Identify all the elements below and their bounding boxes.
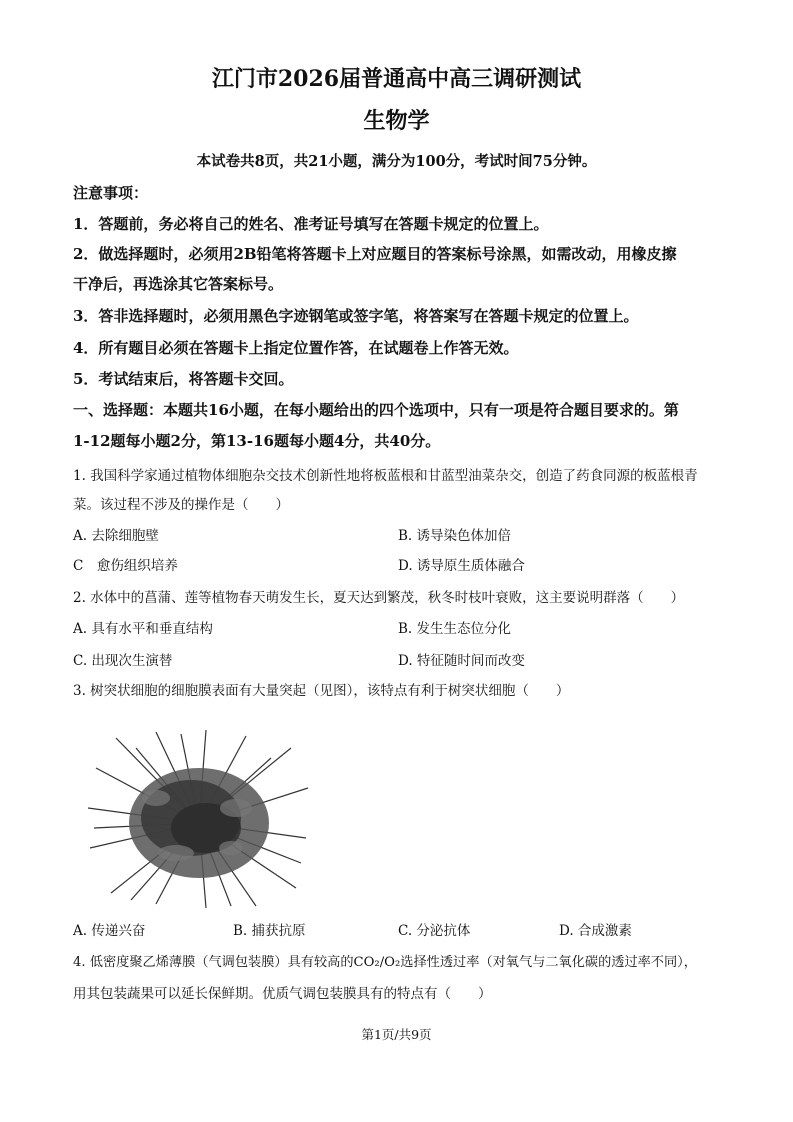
notice-heading: 注意事项： xyxy=(73,184,149,202)
section-heading: 一、选择题：本题共16小题，在每小题给出的四个选项中，只有一项是符合题目要求的。第 xyxy=(73,401,679,419)
page-number: 第1页/共9页 xyxy=(361,1027,432,1042)
q1-stem: 1. 我国科学家通过植物体细胞杂交技术创新性地将板蓝根和甘蓝型油菜杂交，创造了药食同源的板蓝根青 xyxy=(73,468,698,484)
q2-option-a: A. 具有水平和垂直结构 xyxy=(73,621,213,637)
q2-option-c: C. 出现次生演替 xyxy=(73,653,173,669)
q3-option-d: D. 合成激素 xyxy=(559,923,632,939)
q2-option-d: D. 特征随时间而改变 xyxy=(398,653,525,669)
notice-item-2-cont: 干净后，再选涂其它答案标号。 xyxy=(73,275,284,293)
dendritic-cell-image xyxy=(86,728,312,910)
q3-option-a: A. 传递兴奋 xyxy=(73,923,146,939)
q2-option-b: B. 发生生态位分化 xyxy=(398,621,512,637)
q1-option-d: D. 诱导原生质体融合 xyxy=(398,558,525,574)
q2-stem: 2. 水体中的菖蒲、莲等植物春天萌发生长，夏天达到繁茂，秋冬时枝叶衰败，这主要说明群落（ ） xyxy=(73,590,685,606)
exam-title: 江门市2026届普通高中高三调研测试 xyxy=(211,66,582,92)
q1-stem-cont: 菜。该过程不涉及的操作是（ ） xyxy=(73,497,289,513)
q4-stem-cont: 用其包装蔬果可以延长保鲜期。优质气调包装膜具有的特点有（ ） xyxy=(73,986,492,1002)
q4-stem: 4. 低密度聚乙烯薄膜（气调包装膜）具有较高的CO₂/O₂选择性透过率（对氧气与二氧化碳的透过率不同）， xyxy=(73,955,697,970)
q3-option-b: B. 捕获抗原 xyxy=(233,923,306,939)
notice-item-3: 3．答非选择题时，必须用黑色字迹钢笔或签字笔，将答案写在答题卡规定的位置上。 xyxy=(73,307,639,325)
q3-stem: 3. 树突状细胞的细胞膜表面有大量突起（见图），该特点有利于树突状细胞（ ） xyxy=(73,683,570,699)
q1-option-c: C 愈伤组织培养 xyxy=(73,558,178,574)
section-heading-cont: 1-12题每小题2分，第13-16题每小题4分，共40分。 xyxy=(73,432,441,450)
subject-title: 生物学 xyxy=(363,108,430,134)
notice-item-4: 4．所有题目必须在答题卡上指定位置作答，在试题卷上作答无效。 xyxy=(73,339,519,357)
notice-item-5: 5．考试结束后，将答题卡交回。 xyxy=(73,370,294,388)
q1-option-b: B. 诱导染色体加倍 xyxy=(398,528,512,544)
notice-item-2: 2．做选择题时，必须用2B铅笔将答题卡上对应题目的答案标号涂黑，如需改动，用橡皮擦 xyxy=(73,245,677,263)
exam-info: 本试卷共8页，共21小题，满分为100分，考试时间75分钟。 xyxy=(196,153,597,170)
q1-option-a: A. 去除细胞壁 xyxy=(73,528,159,544)
notice-item-1: 1．答题前，务必将自己的姓名、准考证号填写在答题卡规定的位置上。 xyxy=(73,215,549,233)
q3-option-c: C. 分泌抗体 xyxy=(398,923,471,939)
